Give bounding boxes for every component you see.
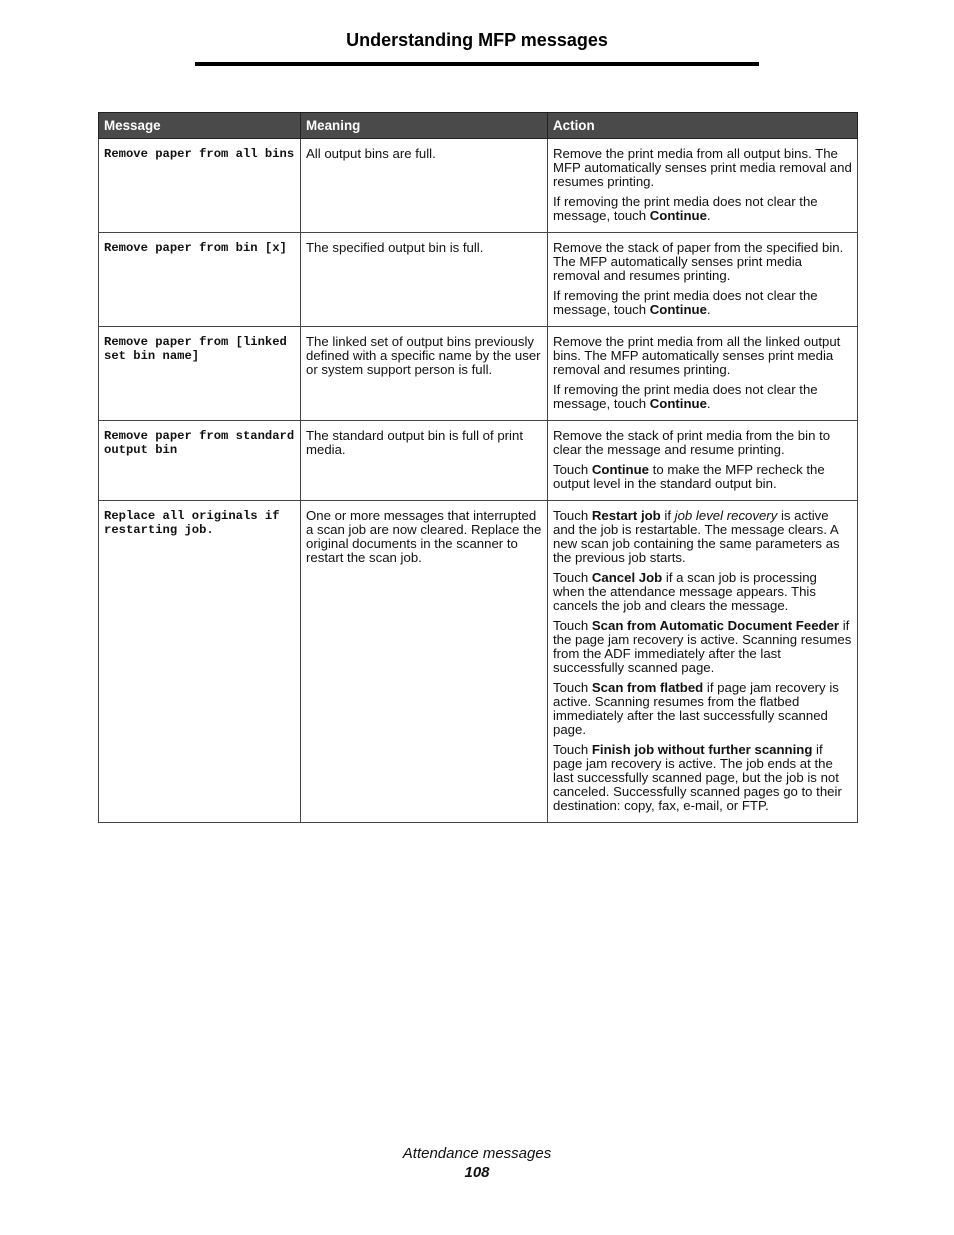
action-text: Remove the print media from all output bins. The MFP automatically senses print media removal and resumes printing.	[553, 146, 852, 189]
table-header-row	[99, 113, 858, 139]
action-text: Touch	[553, 742, 592, 757]
meaning-cell: All output bins are full.	[301, 139, 548, 233]
title-rule	[195, 62, 759, 66]
action-cell	[548, 501, 858, 823]
table-row	[99, 139, 858, 233]
action-paragraph	[553, 383, 852, 411]
action-text: to make the MFP recheck the output level in the standard output bin.	[553, 462, 825, 491]
action-text: if page jam recovery is active. Scanning resumes from the flatbed immediately after the last successfully scanned page.	[553, 680, 839, 737]
messages-table	[98, 112, 858, 823]
meaning-cell: One or more messages that interrupted a scan job are now cleared. Replace the original documents in the scanner to restart the scan job.	[301, 501, 548, 823]
meaning-cell: The standard output bin is full of print media.	[301, 421, 548, 501]
message-cell: Remove paper from standard output bin	[99, 421, 301, 501]
message-cell: Remove paper from bin [x]	[99, 233, 301, 327]
action-text: Remove the print media from all the linked output bins. The MFP automatically senses print media removal and resumes printing.	[553, 334, 841, 377]
action-emphasis: Continue	[591, 462, 649, 477]
action-text: If removing the print media does not clear the message, touch	[553, 194, 818, 223]
action-text: is active and the job is restartable. The message clears. A new scan job containing the same parameters as the previous job starts.	[553, 508, 840, 565]
table-row	[99, 501, 858, 823]
action-emphasis: Scan from flatbed	[591, 680, 704, 695]
action-paragraph	[553, 743, 852, 813]
action-paragraph	[553, 619, 852, 675]
action-text: .	[706, 396, 711, 411]
action-paragraph	[553, 335, 852, 377]
message-cell: Replace all originals if restarting job.	[99, 501, 301, 823]
table-row	[99, 421, 858, 501]
action-text: if a scan job is processing when the attendance message appears. This cancels the job and clears the message.	[553, 570, 817, 613]
action-emphasis: Cancel Job	[591, 570, 663, 585]
action-cell	[548, 233, 858, 327]
action-text: Remove the stack of print media from the bin to clear the message and resume printing.	[553, 428, 831, 457]
action-emphasis: Continue	[649, 208, 707, 223]
action-paragraph	[553, 463, 852, 491]
action-text: Touch	[553, 680, 592, 695]
meaning-cell: The linked set of output bins previously defined with a specific name by the user or system support person is full.	[301, 327, 548, 421]
action-paragraph	[553, 147, 852, 189]
column-header-action: Action	[548, 113, 858, 139]
message-cell: Remove paper from [linked set bin name]	[99, 327, 301, 421]
action-text: if the page jam recovery is active. Scanning resumes from the ADF immediately after the last successfully scanned page.	[553, 618, 852, 675]
page-title: Understanding MFP messages	[346, 30, 608, 50]
page-number: 108	[464, 1164, 490, 1181]
action-text: If removing the print media does not clear the message, touch	[553, 382, 818, 411]
action-italic: job level recovery	[674, 508, 778, 523]
column-header-meaning: Meaning	[301, 113, 548, 139]
action-cell	[548, 421, 858, 501]
action-text: Touch	[553, 618, 592, 633]
message-cell: Remove paper from all bins	[99, 139, 301, 233]
action-emphasis: Restart job	[591, 508, 661, 523]
column-header-message: Message	[99, 113, 301, 139]
action-emphasis: Scan from Automatic Document Feeder	[591, 618, 840, 633]
action-text: .	[706, 302, 711, 317]
action-text: Touch	[553, 570, 592, 585]
table-row	[99, 327, 858, 421]
table-row	[99, 233, 858, 327]
action-text: if page jam recovery is active. The job ends at the last successfully scanned page, but the job is not canceled. Successfully scanned pages go to their destination: copy, fax, e-mail, or FTP.	[553, 742, 842, 813]
action-paragraph	[553, 681, 852, 737]
action-emphasis: Continue	[649, 396, 707, 411]
action-paragraph	[553, 289, 852, 317]
action-emphasis: Continue	[649, 302, 707, 317]
action-paragraph	[553, 429, 852, 457]
action-text: Touch	[553, 508, 592, 523]
action-cell	[548, 327, 858, 421]
action-text: if	[660, 508, 675, 523]
action-text: If removing the print media does not clear the message, touch	[553, 288, 818, 317]
action-cell	[548, 139, 858, 233]
action-paragraph	[553, 241, 852, 283]
action-paragraph	[553, 195, 852, 223]
meaning-cell: The specified output bin is full.	[301, 233, 548, 327]
action-paragraph	[553, 571, 852, 613]
footer-section-title: Attendance messages	[402, 1145, 552, 1162]
action-text: Remove the stack of paper from the specified bin. The MFP automatically senses print media removal and resumes printing.	[553, 240, 844, 283]
action-text: Touch	[553, 462, 592, 477]
action-text: .	[706, 208, 711, 223]
action-emphasis: Finish job without further scanning	[591, 742, 813, 757]
action-paragraph	[553, 509, 852, 565]
